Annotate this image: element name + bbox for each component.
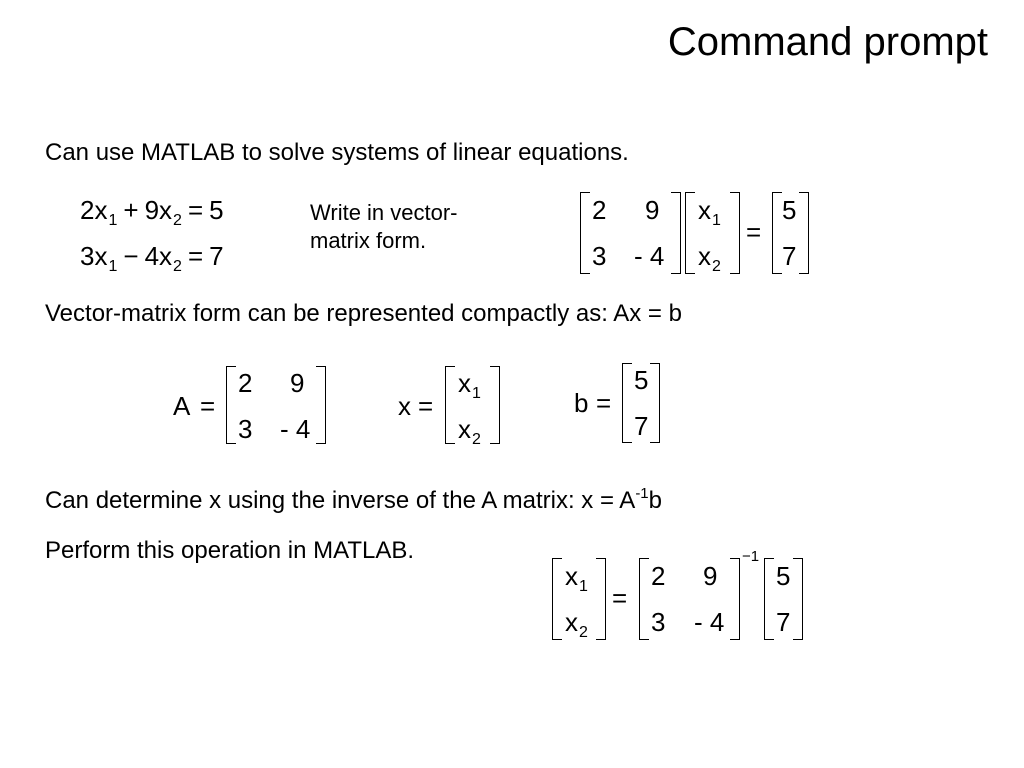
inverse-text: Can determine x using the inverse of the A matrix: $x = A^{-1}b$ bbox=[45, 485, 663, 514]
equation-2: $3x_1 - 4x_2 = 7$ bbox=[80, 241, 224, 275]
equation-1: $2x_1 + 9x_2 = 5$ bbox=[80, 195, 224, 229]
matlab-text: Perform this operation in MATLAB. bbox=[45, 537, 415, 564]
intro-text: Can use MATLAB to solve systems of linear equations. bbox=[45, 139, 629, 166]
compact-form-text: Vector-matrix form can be represented compactly as: Ax = b bbox=[45, 300, 682, 327]
slide-title: Command prompt bbox=[667, 20, 988, 64]
note-text: Write in vector- matrix form. bbox=[310, 200, 458, 253]
